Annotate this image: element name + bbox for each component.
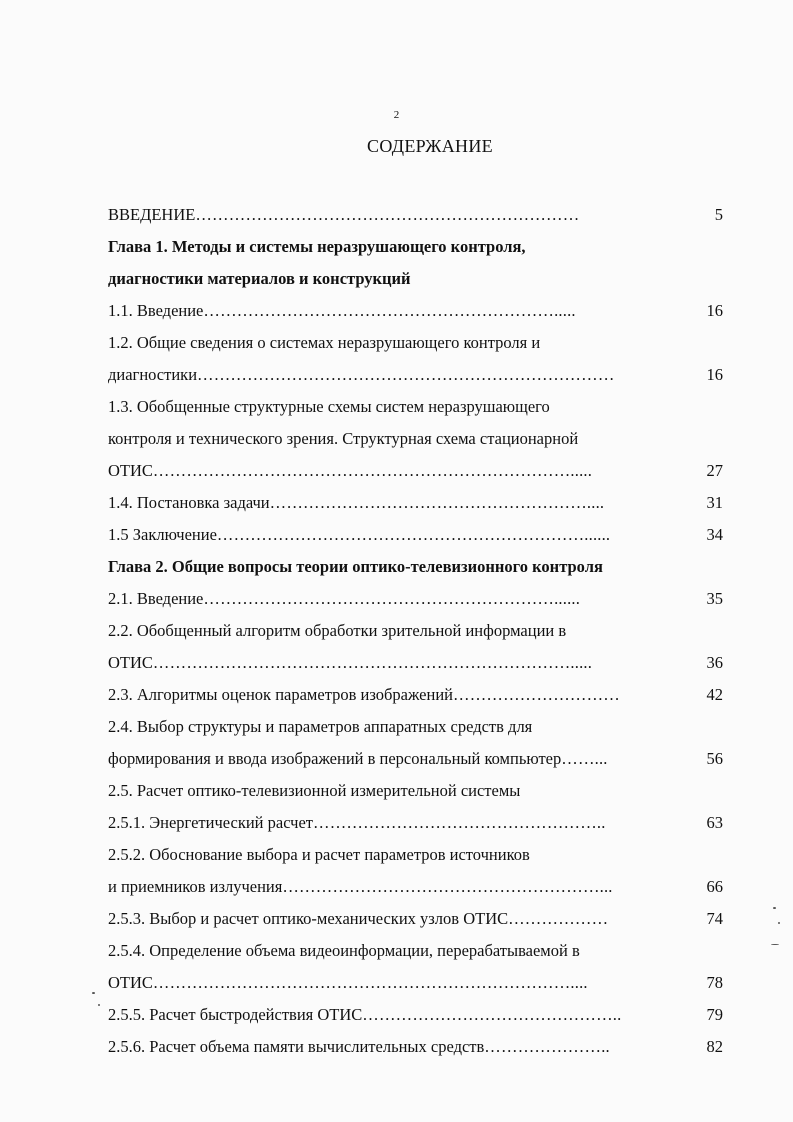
chapter-heading-1-cont (108, 263, 723, 295)
entry-page: 34 (706, 525, 723, 544)
toc-entry-2-5-5 (108, 999, 723, 1031)
entry-page: 35 (706, 589, 723, 608)
entry-page: 66 (706, 877, 723, 896)
dot-leader: …………………………………………………………………..... (152, 461, 593, 480)
entry-page: 16 (706, 301, 723, 320)
entry-text: 2.3. Алгоритмы оценок параметров изображений (108, 685, 453, 704)
entry-text: ВВЕДЕНИЕ (108, 205, 196, 224)
entry-text: ОТИС (108, 973, 153, 992)
entry-page: 42 (706, 685, 723, 704)
entry-text: 2.5.5. Расчет быстродействия ОТИС (108, 1005, 363, 1024)
chapter-heading-2 (108, 551, 723, 583)
entry-text: Глава 2. Общие вопросы теории оптико-телевизионного контроля (108, 557, 603, 576)
toc-entry-2-4 (108, 711, 723, 743)
toc-entry-1-4 (108, 487, 723, 519)
toc-entry-2-5-4 (108, 935, 723, 967)
toc-entry-1-2 (108, 327, 723, 359)
entry-page: 36 (706, 653, 723, 672)
dot-leader: …………………………………………………………...... (216, 525, 611, 544)
entry-page: 31 (706, 493, 723, 512)
entry-page: 27 (706, 461, 723, 480)
dot-leader: …………………………………………….. (313, 813, 606, 832)
entry-text: 2.5.2. Обоснование выбора и расчет параметров источников (108, 845, 530, 864)
dot-leader: …………………………………………………………… (195, 205, 580, 224)
toc-entry-1-3-end (108, 455, 723, 487)
entry-text: 1.3. Обобщенные структурные схемы систем неразрушающего (108, 397, 550, 416)
toc-entry-1-2-cont (108, 359, 723, 391)
entry-text: диагностики материалов и конструкций (108, 269, 411, 288)
toc-entry-1-3-cont (108, 423, 723, 455)
dot-leader: ………………………………………………………..... (203, 301, 576, 320)
dot-leader: ……... (561, 749, 608, 768)
entry-text: 2.5.4. Определение объема видеоинформации, перерабатываемой в (108, 941, 580, 960)
entry-text: 1.2. Общие сведения о системах неразрушающего контроля и (108, 333, 541, 352)
toc-entry-2-5 (108, 775, 723, 807)
entry-page: 56 (706, 749, 723, 768)
entry-page: 78 (706, 973, 723, 992)
toc-entry-2-2-cont (108, 647, 723, 679)
entry-text: Глава 1. Методы и системы неразрушающего контроля, (108, 237, 526, 256)
toc-entry-2-4-cont (108, 743, 723, 775)
dot-leader: ……………… (508, 909, 609, 928)
entry-page: 5 (714, 205, 723, 224)
toc-entry-2-5-3 (108, 903, 723, 935)
scan-speck (98, 1004, 100, 1006)
entry-text: 1.1. Введение (108, 301, 204, 320)
toc-title: СОДЕРЖАНИЕ (367, 136, 493, 156)
table-of-contents (108, 199, 723, 1063)
entry-text: 2.4. Выбор структуры и параметров аппаратных средств для (108, 717, 533, 736)
chapter-heading-1 (108, 231, 723, 263)
dot-leader: ………………………………………………….... (269, 493, 605, 512)
dot-leader: ………………………………………………………………… (197, 365, 615, 384)
toc-entry-2-5-1 (108, 807, 723, 839)
dot-leader: …………………………………………………... (282, 877, 613, 896)
dot-leader: ……………………………………….. (362, 1005, 622, 1024)
scan-speck (92, 992, 95, 994)
entry-page: 74 (706, 909, 723, 928)
toc-entry-2-5-2 (108, 839, 723, 871)
dot-leader: ………………………… (453, 685, 620, 704)
scan-speck (773, 907, 776, 909)
entry-page: 82 (706, 1037, 723, 1056)
dot-leader: ………………………………………………………………….... (152, 973, 588, 992)
entry-text: 2.5.3. Выбор и расчет оптико-механических узлов ОТИС (108, 909, 509, 928)
dot-leader: …………………………………………………………………..... (152, 653, 593, 672)
toc-entry-1-1 (108, 295, 723, 327)
dot-leader: ………………………………………………………...... (203, 589, 581, 608)
toc-entry-introduction (108, 199, 723, 231)
entry-text: ОТИС (108, 653, 153, 672)
scan-speck (778, 922, 780, 924)
entry-page: 79 (706, 1005, 723, 1024)
entry-text: ОТИС (108, 461, 153, 480)
toc-entry-1-3 (108, 391, 723, 423)
dot-leader: ………………….. (484, 1037, 610, 1056)
entry-text: контроля и технического зрения. Структурная схема стационарной (108, 429, 579, 448)
toc-entry-2-3 (108, 679, 723, 711)
entry-text: 2.2. Обобщенный алгоритм обработки зрительной информации в (108, 621, 567, 640)
entry-text: 1.5 Заключение (108, 525, 217, 544)
entry-text: диагностики (108, 365, 198, 384)
entry-text: 1.4. Постановка задачи (108, 493, 270, 512)
entry-text: 2.5. Расчет оптико-телевизионной измерительной системы (108, 781, 521, 800)
entry-text: и приемников излучения (108, 877, 283, 896)
entry-text: формирования и ввода изображений в персональный компьютер (108, 749, 562, 768)
toc-entry-2-5-6 (108, 1031, 723, 1063)
toc-entry-1-5 (108, 519, 723, 551)
toc-entry-2-5-2-cont (108, 871, 723, 903)
entry-text: 2.5.1. Энергетический расчет (108, 813, 314, 832)
entry-page: 63 (706, 813, 723, 832)
scan-speck (771, 944, 779, 945)
toc-entry-2-1 (108, 583, 723, 615)
entry-page: 16 (706, 365, 723, 384)
toc-entry-2-2 (108, 615, 723, 647)
entry-text: 2.1. Введение (108, 589, 204, 608)
page-number: 2 (393, 109, 400, 121)
entry-text: 2.5.6. Расчет объема памяти вычислительных средств (108, 1037, 485, 1056)
toc-entry-2-5-4-cont (108, 967, 723, 999)
